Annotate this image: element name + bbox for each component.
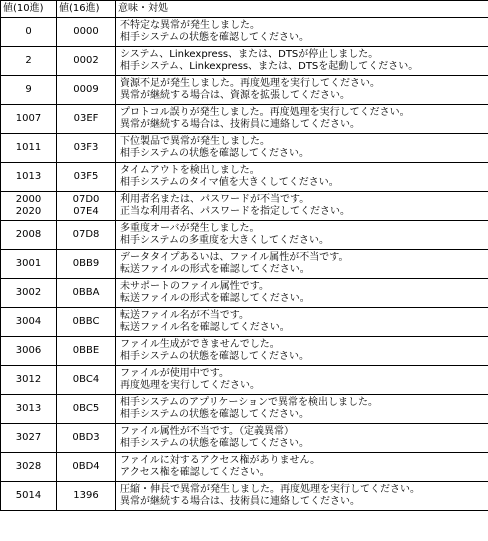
decimal-value: 3013 <box>15 403 42 414</box>
decimal-value-cell <box>1 134 57 163</box>
table-row <box>1 105 488 134</box>
message-line: ファイル属性が不当です。（定義異常） <box>120 426 294 437</box>
message-line: データタイプあるいは、ファイル属性が不当です。 <box>120 252 349 263</box>
hex-value: 0BBE <box>72 345 100 356</box>
message-line: 転送ファイルの形式を確認してください。 <box>120 264 310 275</box>
decimal-value: 3004 <box>15 316 42 327</box>
hex-value: 03EF <box>73 113 99 124</box>
decimal-value-cell <box>1 453 57 482</box>
decimal-value: 9 <box>25 84 32 95</box>
message-line: 相手システムの状態を確認してください。 <box>120 32 309 43</box>
message-line: 利用者名または、パスワードが不当です。 <box>120 194 310 205</box>
header-row <box>1 1 488 18</box>
message-line: 相手システムの多重度を大きくしてください。 <box>120 235 329 246</box>
hex-value: 1396 <box>73 490 99 501</box>
message-cell <box>116 337 488 366</box>
hex-value: 0002 <box>73 55 99 66</box>
hex-value-cell <box>57 192 116 221</box>
header-meaning-action: 意味・対処 <box>116 1 488 18</box>
message-line: 相手システムの状態を確認してください。 <box>120 438 309 449</box>
decimal-value: 1011 <box>15 142 42 153</box>
hex-value-cell <box>57 482 116 511</box>
hex-value-cell <box>57 47 116 76</box>
message-line: 相手システムの状態を確認してください。 <box>120 148 309 159</box>
decimal-value-cell <box>1 105 57 134</box>
hex-value: 0BD4 <box>72 461 100 472</box>
message-cell <box>116 366 488 395</box>
message-line: ファイル生成ができませんでした。 <box>120 339 280 350</box>
header-hex-value: 値(16進) <box>57 1 116 18</box>
message-cell <box>116 18 488 47</box>
message-cell <box>116 308 488 337</box>
decimal-value-cell <box>1 250 57 279</box>
message-cell <box>116 482 488 511</box>
hex-value: 07D8 <box>72 229 100 240</box>
message-line: プロトコル誤りが発生しました。再度処理を実行してください。 <box>120 107 410 118</box>
decimal-value-cell <box>1 395 57 424</box>
table-row <box>1 250 488 279</box>
message-cell <box>116 105 488 134</box>
message-line: 転送ファイル名を確認してください。 <box>120 322 290 333</box>
decimal-value-cell <box>1 18 57 47</box>
message-line: 不特定な異常が発生しました。 <box>120 20 260 31</box>
message-line: 圧縮・伸長で異常が発生しました。再度処理を実行してください。 <box>120 484 420 495</box>
decimal-value: 0 <box>25 26 32 37</box>
message-cell <box>116 424 488 453</box>
decimal-value-cell <box>1 163 57 192</box>
hex-value: 0BBC <box>72 316 100 327</box>
decimal-value: 2020 <box>15 206 42 217</box>
decimal-value: 5014 <box>15 490 42 501</box>
message-line: 正当な利用者名、パスワードを指定してください。 <box>120 206 350 217</box>
message-cell <box>116 250 488 279</box>
decimal-value-cell <box>1 221 57 250</box>
decimal-value: 2000 <box>15 194 42 205</box>
decimal-value: 2008 <box>15 229 42 240</box>
hex-value: 0000 <box>73 26 99 37</box>
hex-value-cell <box>57 105 116 134</box>
hex-value-cell <box>57 453 116 482</box>
table-row <box>1 308 488 337</box>
decimal-value-cell <box>1 424 57 453</box>
hex-value-cell <box>57 134 116 163</box>
hex-value: 0BC4 <box>72 374 100 385</box>
hex-value: 0BB9 <box>72 258 100 269</box>
table-row <box>1 482 488 511</box>
message-cell <box>116 76 488 105</box>
message-line: 異常が継続する場合は、資源を拡張してください。 <box>120 90 350 101</box>
message-line: 相手システムの状態を確認してください。 <box>120 351 309 362</box>
table-row <box>1 76 488 105</box>
decimal-value: 3002 <box>15 287 42 298</box>
message-line: 異常が継続する場合は、技術員に連絡してください。 <box>120 496 360 507</box>
table-row <box>1 163 488 192</box>
message-line: タイムアウトを検出しました。 <box>120 165 260 176</box>
message-cell <box>116 453 488 482</box>
message-line: 多重度オーバが発生しました。 <box>120 223 260 234</box>
table-row <box>1 424 488 453</box>
message-cell <box>116 221 488 250</box>
decimal-value: 2 <box>25 55 32 66</box>
message-line: 相手システム、Linkexpress、または、DTSを起動してください。 <box>120 61 419 72</box>
hex-value: 03F3 <box>73 142 99 153</box>
message-cell <box>116 163 488 192</box>
hex-value: 07E4 <box>73 206 99 217</box>
table-row <box>1 47 488 76</box>
message-line: 下位製品で異常が発生しました。 <box>120 136 270 147</box>
table-row <box>1 279 488 308</box>
message-line: アクセス権を確認してください。 <box>120 467 270 478</box>
hex-value-cell <box>57 395 116 424</box>
table-row <box>1 192 488 221</box>
message-line: 相手システムの状態を確認してください。 <box>120 409 309 420</box>
hex-value-cell <box>57 18 116 47</box>
hex-value-cell <box>57 250 116 279</box>
message-line: 転送ファイルの形式を確認してください。 <box>120 293 310 304</box>
message-line: ファイルに対するアクセス権がありません。 <box>120 455 321 466</box>
table-row <box>1 453 488 482</box>
decimal-value: 3027 <box>15 432 42 443</box>
decimal-value: 3012 <box>15 374 42 385</box>
header-decimal-value: 値(10進) <box>1 1 57 18</box>
hex-value-cell <box>57 76 116 105</box>
message-cell <box>116 279 488 308</box>
message-line: システム、Linkexpress、または、DTSが停止しました。 <box>120 49 379 60</box>
decimal-value-cell <box>1 192 57 221</box>
decimal-value-cell <box>1 47 57 76</box>
hex-value-cell <box>57 337 116 366</box>
hex-value: 0009 <box>73 84 99 95</box>
decimal-value: 3028 <box>15 461 42 472</box>
table-row <box>1 134 488 163</box>
hex-value: 07D0 <box>72 194 100 205</box>
decimal-value: 1013 <box>15 171 42 182</box>
hex-value-cell <box>57 424 116 453</box>
message-line: 相手システムのタイマ値を大きくしてください。 <box>120 177 339 188</box>
hex-value-cell <box>57 279 116 308</box>
decimal-value-cell <box>1 76 57 105</box>
message-line: 異常が継続する場合は、技術員に連絡してください。 <box>120 119 360 130</box>
table-row <box>1 18 488 47</box>
decimal-value: 1007 <box>15 113 42 124</box>
decimal-value-cell <box>1 337 57 366</box>
table-row <box>1 221 488 250</box>
message-cell <box>116 395 488 424</box>
message-line: ファイルが使用中です。 <box>120 368 229 379</box>
decimal-value: 3006 <box>15 345 42 356</box>
hex-value: 0BD3 <box>72 432 100 443</box>
message-line: 資源不足が発生しました。再度処理を実行してください。 <box>120 78 380 89</box>
message-cell <box>116 134 488 163</box>
message-line: 再度処理を実行してください。 <box>120 380 260 391</box>
table-row <box>1 366 488 395</box>
decimal-value: 3001 <box>15 258 42 269</box>
table-row <box>1 395 488 424</box>
hex-value: 0BC5 <box>72 403 100 414</box>
message-cell <box>116 192 488 221</box>
decimal-value-cell <box>1 308 57 337</box>
decimal-value-cell <box>1 279 57 308</box>
hex-value-cell <box>57 366 116 395</box>
table-row <box>1 337 488 366</box>
hex-value-cell <box>57 221 116 250</box>
hex-value: 0BBA <box>72 287 100 298</box>
message-line: 転送ファイル名が不当です。 <box>120 310 249 321</box>
decimal-value-cell <box>1 366 57 395</box>
decimal-value-cell <box>1 482 57 511</box>
message-line: 相手システムのアプリケーションで異常を検出しました。 <box>120 397 378 408</box>
table-body <box>1 18 488 511</box>
message-line: 未サポートのファイル属性です。 <box>120 281 269 292</box>
hex-value-cell <box>57 308 116 337</box>
message-cell <box>116 47 488 76</box>
hex-value-cell <box>57 163 116 192</box>
hex-value: 03F5 <box>73 171 99 182</box>
